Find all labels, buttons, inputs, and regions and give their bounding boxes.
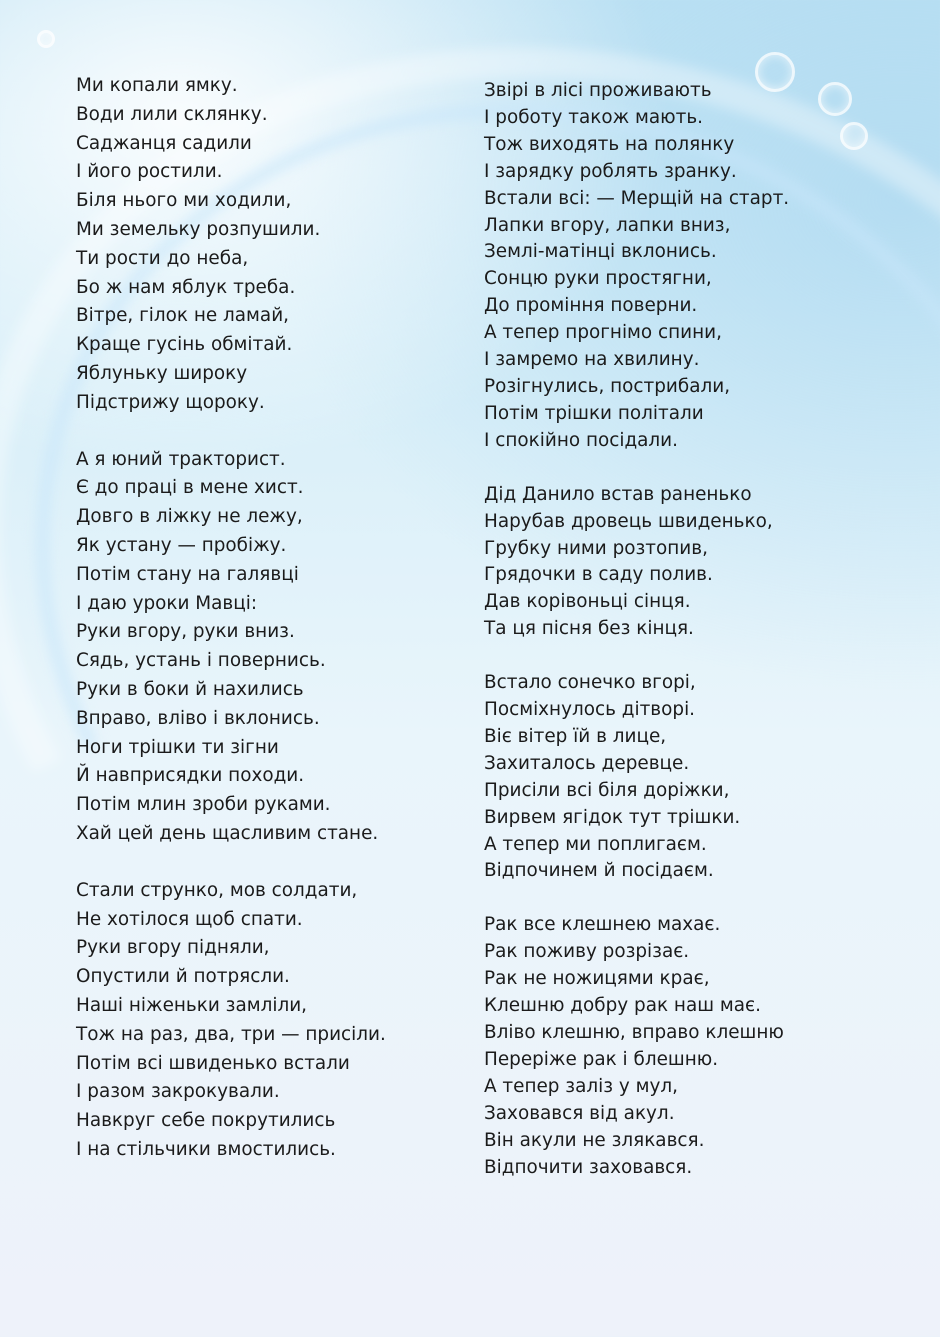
poem-line: І спокійно посідали. — [484, 429, 678, 451]
poem-line: Встали всі: — Мерщій на старт. — [484, 187, 790, 209]
poem-line: Яблуньку широку — [76, 362, 248, 384]
poem-line: Ми копали ямку. — [76, 75, 238, 96]
poem-line: Захиталось деревце. — [484, 752, 690, 774]
poem-line: Дід Данило встав раненько — [484, 483, 752, 505]
poem-line: Води лили склянку. — [76, 103, 268, 125]
poems-left-column — [76, 72, 386, 1193]
poem-line: Й навприсядки походи. — [76, 765, 305, 787]
stanza — [76, 877, 386, 1165]
poem-line: Тож на раз, два, три — присіли. — [76, 1023, 386, 1045]
poem-line: Відпочити заховався. — [484, 1156, 693, 1178]
poem-line: Та ця пісня без кінця. — [484, 618, 694, 640]
poem-line: Посміхнулось дітворі. — [484, 699, 696, 721]
poem-line: Руки в боки й нахились — [76, 678, 304, 700]
poem-line: Відпочинем й посідаєм. — [484, 860, 714, 882]
stanza — [484, 78, 789, 455]
poem-line: Заховався від акул. — [484, 1102, 675, 1124]
poem-line: Руки вгору підняли, — [76, 937, 270, 959]
poem-line: Тож виходять на полянку — [484, 133, 735, 155]
poem-line: Ми земельку розпушили. — [76, 218, 321, 240]
poem-line: Сонцю руки простягни, — [484, 268, 712, 290]
poem-line: Потім млин зроби руками. — [76, 794, 331, 816]
poem-line: Клешню добру рак наш має. — [484, 995, 761, 1017]
poem-line: Є до праці в мене хист. — [76, 477, 304, 499]
poem-line: Наші ніженьки замліли, — [76, 994, 308, 1016]
poem-line: Присіли всі біля доріжки, — [484, 779, 730, 801]
stanza — [484, 670, 789, 885]
poem-line: Дав корівоньці сінця. — [484, 591, 691, 613]
poem-line: І замремо на хвилину. — [484, 349, 700, 371]
poem-line: Довго в ліжку не лежу, — [76, 506, 303, 528]
poem-line: Землі-матінці вклонись. — [484, 241, 717, 263]
poem-line: Вітре, гілок не ламай, — [76, 305, 290, 327]
poem-line: Біля нього ми ходили, — [76, 190, 292, 212]
poem-line: Розігнулись, пострибали, — [484, 375, 731, 397]
poem-line: Рак поживу розрізає. — [484, 941, 690, 963]
poem-line: І зарядку роблять зранку. — [484, 160, 737, 182]
poem-line: А тепер заліз у мул, — [484, 1075, 678, 1097]
stanza — [484, 912, 789, 1181]
poem-line: Стали струнко, мов солдати, — [76, 879, 358, 901]
poem-line: Підстрижу щороку. — [76, 391, 265, 413]
poem-line: Сядь, устань і повернись. — [76, 650, 326, 672]
poem-line: Потім стану на галявці — [76, 563, 299, 585]
stanza — [484, 482, 789, 643]
poem-line: Нарубав дровець швиденько, — [484, 510, 773, 532]
poem-line: І роботу також мають. — [484, 106, 704, 128]
stanza — [76, 72, 386, 418]
poem-line: Вирвем ягідок тут трішки. — [484, 806, 741, 828]
poem-line: Віє вітер їй в лице, — [484, 725, 667, 747]
poem-line: І даю уроки Мавці: — [76, 592, 258, 614]
bubble-decoration — [818, 82, 852, 116]
poem-line: Ноги трішки ти зігни — [76, 736, 279, 758]
poem-line: Опустили й потрясли. — [76, 966, 290, 988]
poem-line: Потім всі швиденько встали — [76, 1052, 350, 1074]
poem-line: А я юний тракторист. — [76, 448, 286, 470]
poem-line: Саджанця садили — [76, 132, 252, 154]
poem-line: Лапки вгору, лапки вниз, — [484, 214, 731, 236]
poem-line: Краще гусінь обмітай. — [76, 334, 293, 356]
poem-line: Не хотілося щоб спати. — [76, 908, 303, 930]
poem-line: Ти рости до неба, — [76, 247, 249, 269]
poems-right-column — [484, 78, 789, 1208]
poem-line: І разом закрокували. — [76, 1081, 280, 1103]
poem-line: Переріже рак і блешню. — [484, 1048, 719, 1070]
stanza — [76, 446, 386, 849]
poem-line: Потім трішки політали — [484, 402, 704, 424]
poem-line: Хай цей день щасливим стане. — [76, 822, 379, 844]
poem-line: Рак не ножицями крає, — [484, 968, 710, 990]
poem-line: Вправо, вліво і вклонись. — [76, 707, 320, 729]
poem-line: Бо ж нам яблук треба. — [76, 276, 296, 298]
poem-line: Руки вгору, руки вниз. — [76, 621, 295, 643]
bubble-decoration — [840, 122, 868, 150]
poem-line: Звірі в лісі проживають — [484, 80, 712, 101]
poem-line: І його ростили. — [76, 161, 223, 183]
poem-line: А тепер прогнімо спини, — [484, 322, 722, 344]
poem-line: До проміння поверни. — [484, 295, 698, 317]
poem-line: Навкруг себе покрутились — [76, 1110, 336, 1132]
poem-line: А тепер ми поплигаєм. — [484, 833, 707, 855]
poem-line: І на стільчики вмостились. — [76, 1138, 336, 1160]
poem-line: Встало сонечко вгорі, — [484, 672, 696, 694]
poem-line: Як устану — пробіжу. — [76, 534, 287, 556]
poem-line: Рак все клешнею махає. — [484, 914, 721, 936]
poem-line: Грубку ними розтопив, — [484, 537, 708, 559]
poem-line: Грядочки в саду полив. — [484, 564, 713, 586]
poem-line: Вліво клешню, вправо клешню — [484, 1022, 784, 1043]
bubble-decoration — [37, 30, 55, 48]
poem-line: Він акули не злякався. — [484, 1129, 705, 1151]
